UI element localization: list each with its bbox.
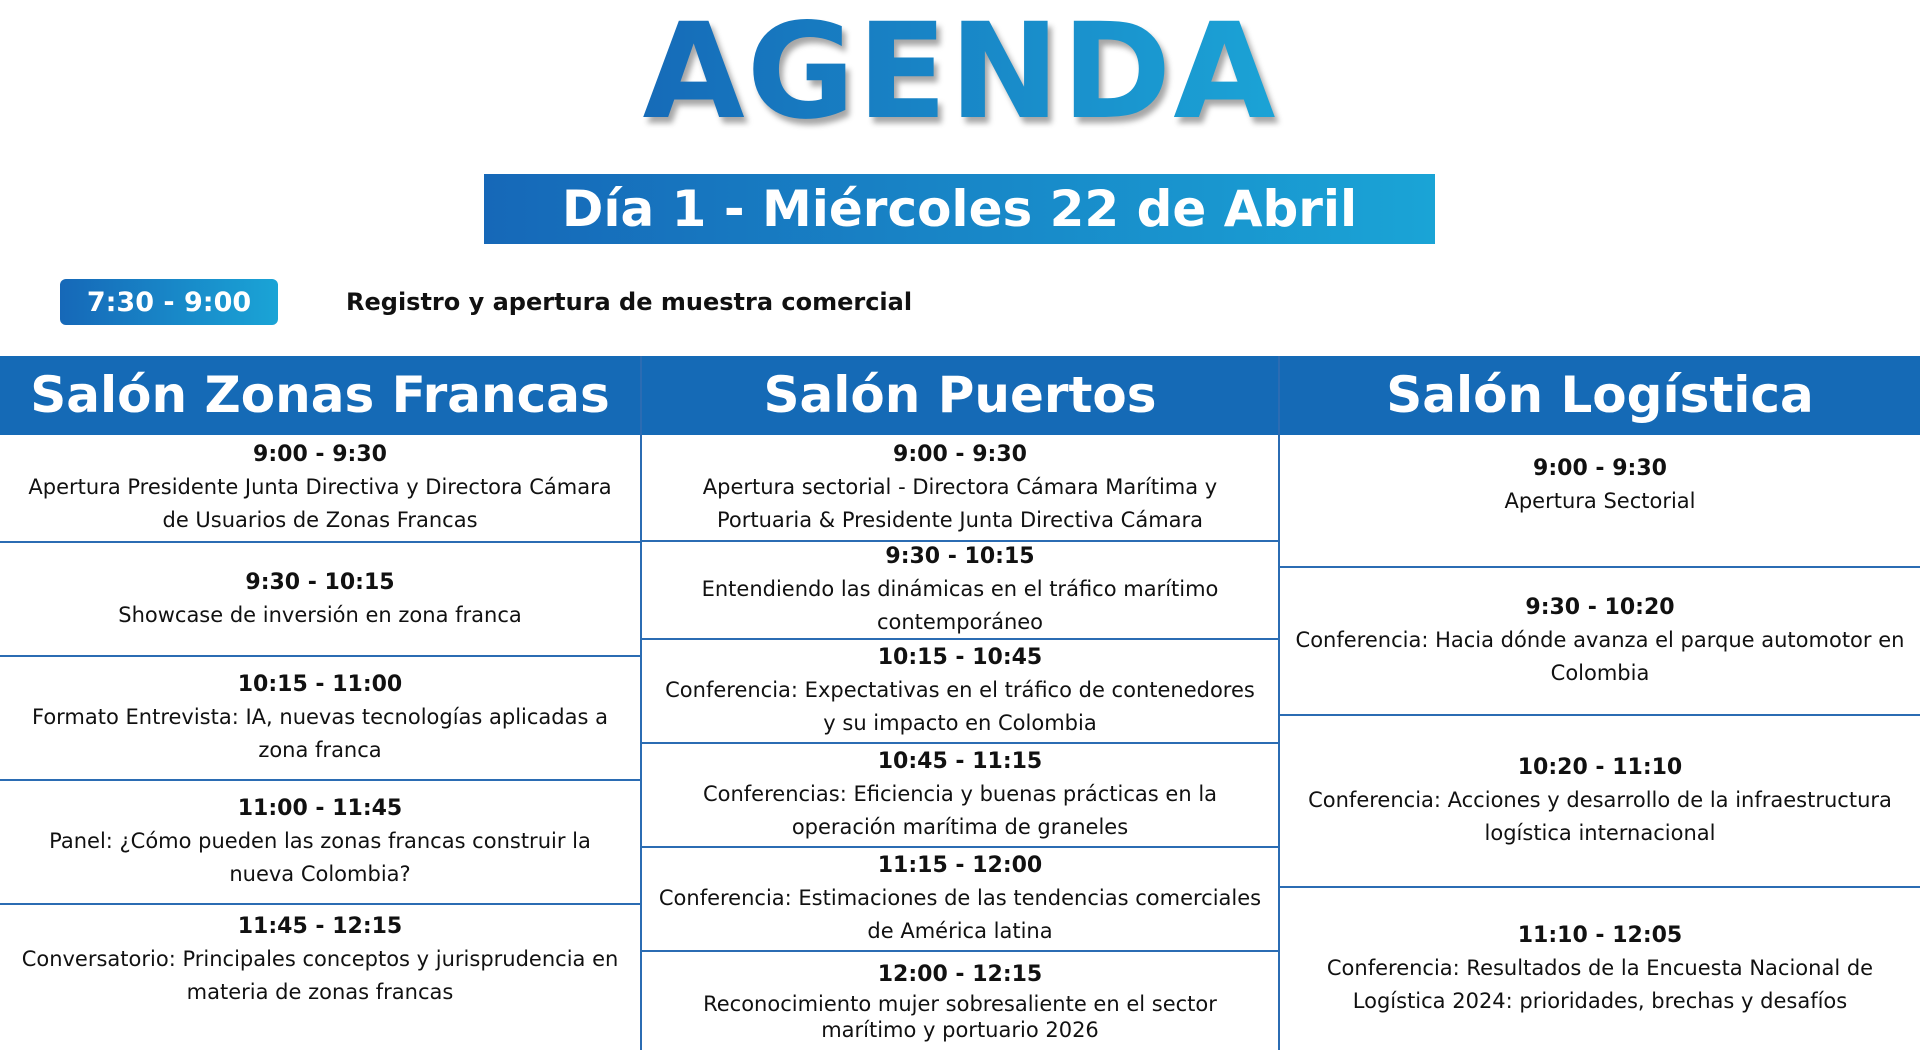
session-title: Showcase de inversión en zona franca <box>118 602 522 627</box>
session-title: Conferencia: Acciones y desarrollo de la infraestructura logística internacional <box>1308 788 1892 845</box>
agenda-title: AGENDA <box>0 6 1920 138</box>
session-time: 9:30 - 10:20 <box>1525 595 1675 620</box>
session-title: Conferencia: Hacia dónde avanza el parque automotor en Colombia <box>1295 628 1905 685</box>
session-item <box>0 781 640 905</box>
session-item <box>642 435 1278 542</box>
day-banner <box>484 174 1435 244</box>
session-time: 10:15 - 10:45 <box>877 645 1043 670</box>
registration-time-badge <box>60 279 278 325</box>
session-item <box>642 848 1278 952</box>
session-time: 9:00 - 9:30 <box>893 441 1027 467</box>
session-item <box>0 657 640 781</box>
session-title: Formato Entrevista: IA, nuevas tecnologías aplicadas a zona franca <box>31 705 608 762</box>
session-title: Panel: ¿Cómo pueden las zonas francas construir la nueva Colombia? <box>49 829 591 886</box>
session-time: 9:30 - 10:15 <box>885 544 1035 569</box>
session-title: Entendiendo las dinámicas en el tráfico marítimo contemporáneo <box>701 577 1219 634</box>
session-item <box>1280 568 1920 716</box>
session-time: 10:45 - 11:15 <box>877 749 1043 774</box>
session-title: Conferencia: Expectativas en el tráfico de contenedores y su impacto en Colombia <box>665 678 1255 735</box>
session-title: Conferencia: Resultados de la Encuesta Nacional de Logística 2024: prioridades, brechas y desafíos <box>1326 956 1874 1013</box>
session-item <box>0 905 640 1050</box>
day-label: Día 1 - Miércoles 22 de Abril <box>561 180 1358 238</box>
room-column-zonas-francas <box>0 356 640 1050</box>
session-item <box>642 952 1278 1050</box>
session-time: 9:30 - 10:15 <box>245 569 395 595</box>
session-title: Apertura Sectorial <box>1504 489 1696 513</box>
room-header: Salón Zonas Francas <box>0 356 640 435</box>
session-item <box>1280 435 1920 568</box>
room-column-puertos <box>640 356 1280 1050</box>
session-title: Conferencia: Estimaciones de las tendencias comerciales de América latina <box>658 886 1262 943</box>
session-time: 10:20 - 11:10 <box>1517 755 1683 780</box>
session-time: 11:45 - 12:15 <box>237 914 403 939</box>
registration-label: Registro y apertura de muestra comercial <box>346 288 913 316</box>
session-title: Apertura sectorial - Directora Cámara Marítima y Portuaria & Presidente Junta Directiva Cámara <box>702 474 1218 532</box>
session-item <box>642 744 1278 848</box>
session-time: 9:00 - 9:30 <box>1533 456 1667 481</box>
registration-time: 7:30 - 9:00 <box>86 286 252 318</box>
session-item <box>1280 888 1920 1050</box>
session-item <box>642 640 1278 744</box>
session-item <box>0 435 640 543</box>
session-time: 10:15 - 11:00 <box>237 672 403 697</box>
session-time: 11:00 - 11:45 <box>237 796 403 821</box>
room-header: Salón Logística <box>1280 356 1920 435</box>
session-item <box>0 543 640 657</box>
session-title: Conversatorio: Principales conceptos y jurisprudencia en materia de zonas francas <box>21 947 619 1004</box>
session-item <box>1280 716 1920 888</box>
room-column-logistica <box>1280 356 1920 1050</box>
session-time: 11:10 - 12:05 <box>1517 923 1683 948</box>
session-item <box>642 542 1278 640</box>
session-title: Apertura Presidente Junta Directiva y Directora Cámara de Usuarios de Zonas Francas <box>28 475 612 532</box>
room-header: Salón Puertos <box>642 356 1278 435</box>
session-time: 12:00 - 12:15 <box>877 962 1043 987</box>
session-title: Conferencias: Eficiencia y buenas prácticas en la operación marítima de graneles <box>702 782 1218 839</box>
session-time: 9:00 - 9:30 <box>253 442 387 467</box>
session-title: Reconocimiento mujer sobresaliente en el sector marítimo y portuario 2026 <box>703 992 1217 1042</box>
session-time: 11:15 - 12:00 <box>877 853 1043 878</box>
